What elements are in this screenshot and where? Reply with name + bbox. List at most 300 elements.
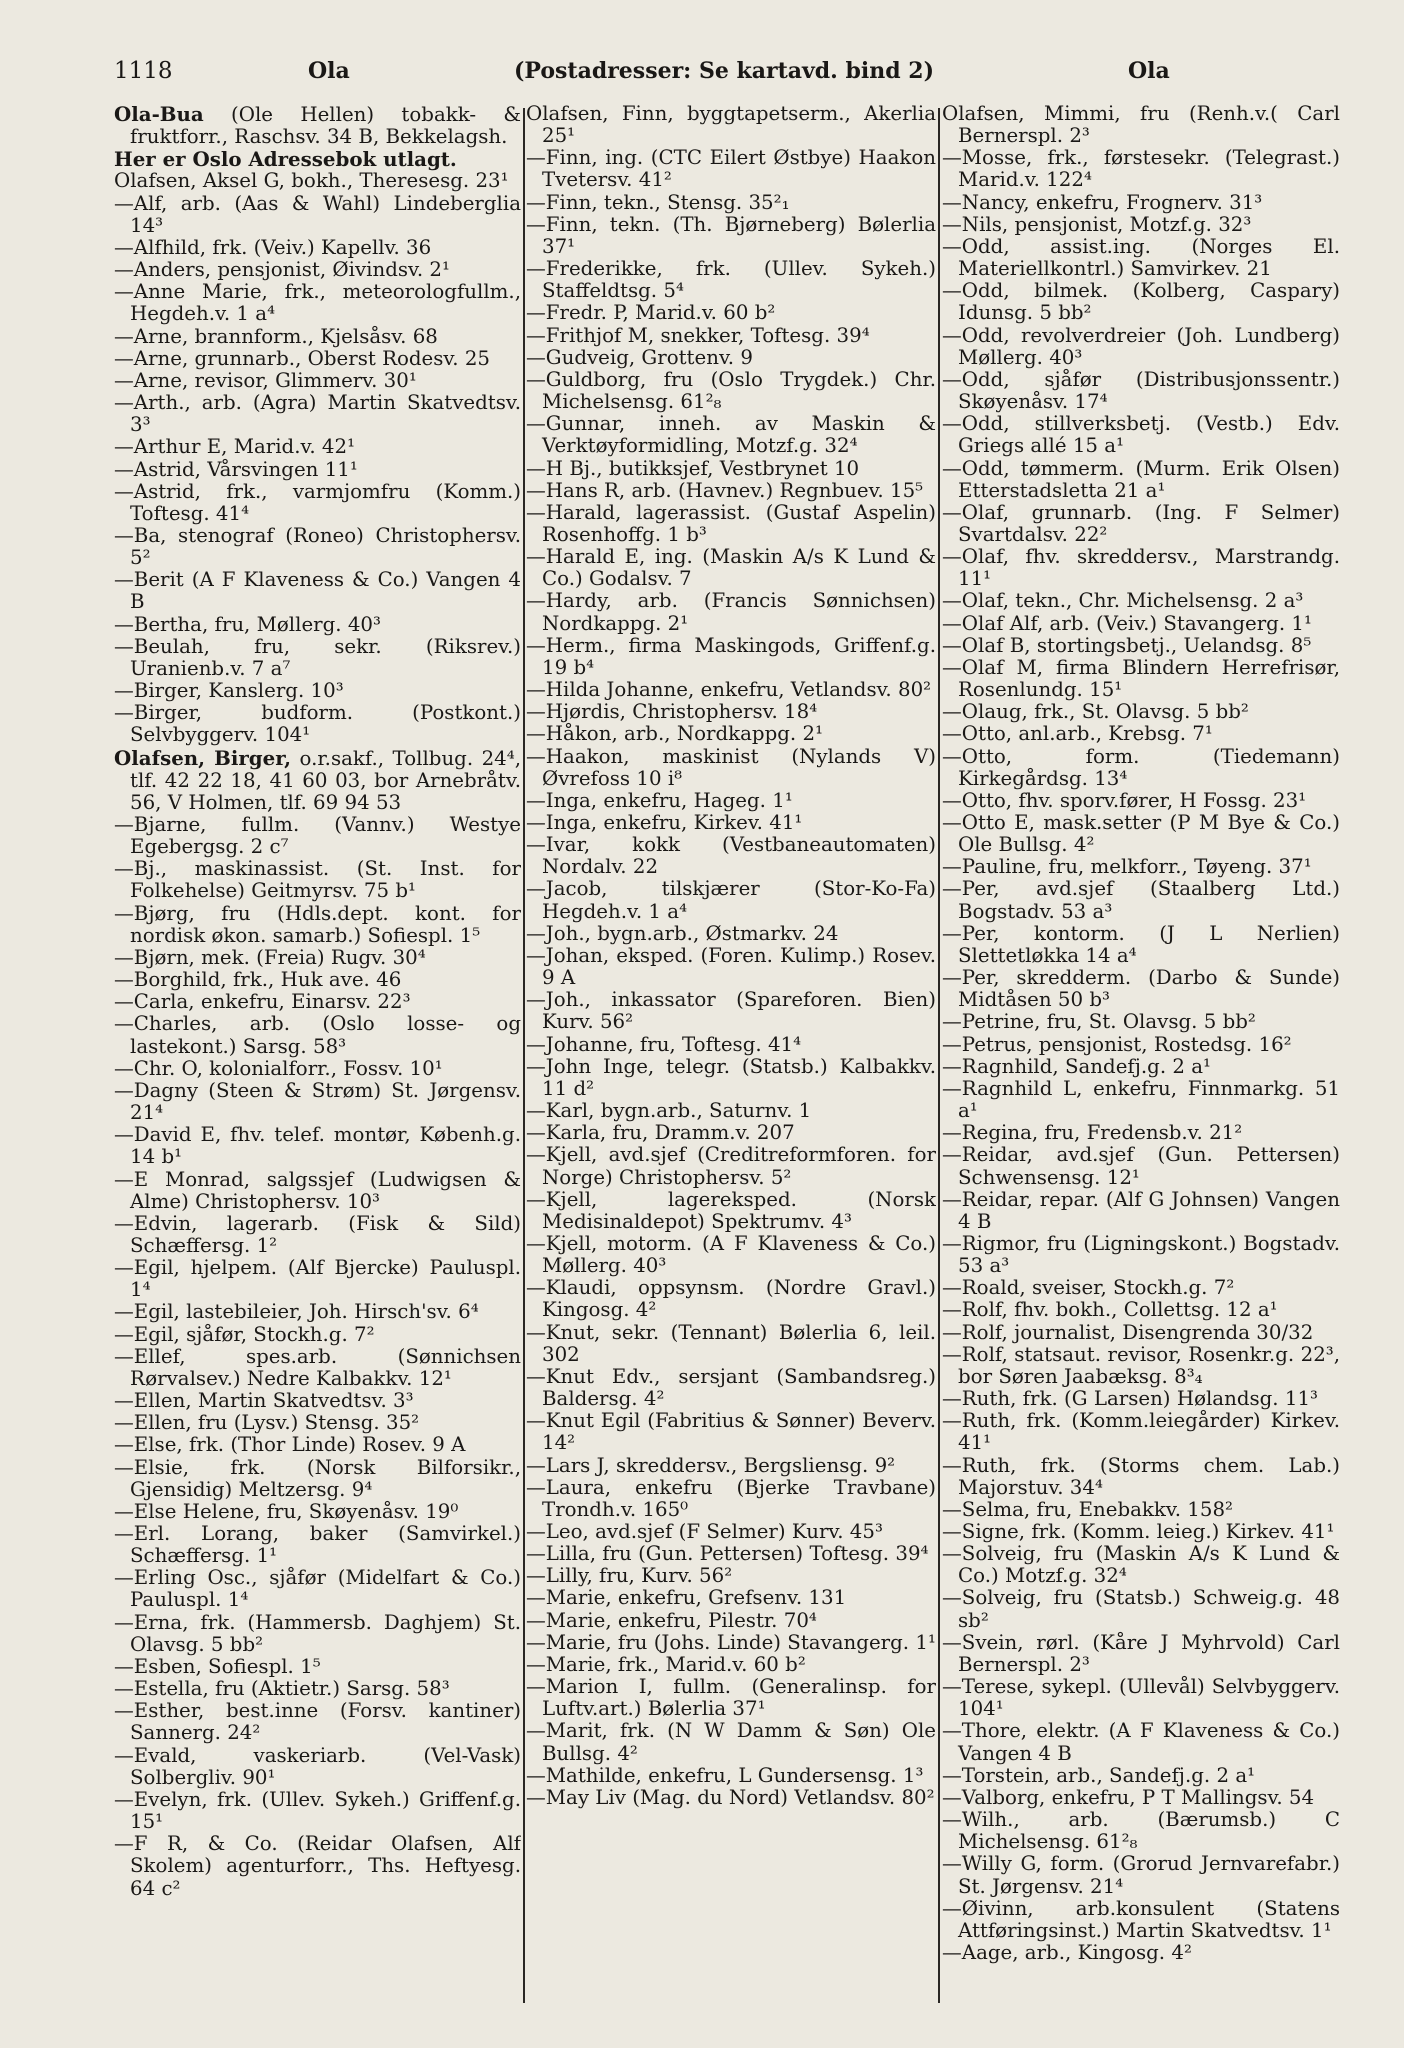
entry-text: —Hans R, arb. (Havnev.) Regnbuev. 15⁵ bbox=[526, 478, 924, 502]
entry-text: —Chr. O, kolonialforr., Fossv. 10¹ bbox=[114, 1056, 443, 1080]
directory-entry bbox=[114, 1169, 521, 1213]
entry-text: —Arne, brannform., Kjelsåsv. 68 bbox=[114, 324, 438, 348]
entry-text: —Øivinn, arb.konsulent (Statens Attføringsinst.) Martin Skatvedtsv. 1¹ bbox=[942, 1896, 1340, 1942]
directory-entry bbox=[114, 370, 521, 392]
entry-headword: Olafsen, Birger, bbox=[114, 745, 292, 770]
directory-entry bbox=[526, 1410, 936, 1454]
directory-entry bbox=[942, 613, 1340, 635]
entry-text: —John Inge, telegr. (Statsb.) Kalbakkv. 11 d² bbox=[526, 1054, 936, 1100]
entry-text: —Alf, arb. (Aas & Wahl) Lindeberglia 14³ bbox=[114, 191, 521, 237]
directory-entry bbox=[526, 1056, 936, 1100]
directory-entry bbox=[114, 702, 521, 746]
entry-text: —Ruth, frk. (Komm.leiegårder) Kirkev. 41¹ bbox=[942, 1409, 1340, 1455]
entry-text: —Olaf Alf, arb. (Veiv.) Stavangerg. 1¹ bbox=[942, 611, 1312, 635]
entry-text: —Evald, vaskeriarb. (Vel-Vask) Solbergliv. 90¹ bbox=[114, 1743, 521, 1789]
directory-entry bbox=[942, 1587, 1340, 1631]
directory-entry bbox=[526, 502, 936, 546]
directory-entry bbox=[942, 1543, 1340, 1587]
directory-entry bbox=[114, 1080, 521, 1124]
directory-entry bbox=[114, 747, 521, 814]
entry-text: —Ruth, frk. (G Larsen) Hølandsg. 11³ bbox=[942, 1387, 1318, 1411]
directory-entry bbox=[526, 1366, 936, 1410]
entry-text: —Finn, ing. (CTC Eilert Østbye) Haakon Tvetersv. 41² bbox=[526, 146, 936, 192]
directory-entry bbox=[526, 1521, 936, 1543]
entry-text: —Pauline, fru, melkforr., Tøyeng. 37¹ bbox=[942, 855, 1312, 879]
entry-headword: Ola-Bua bbox=[114, 103, 204, 126]
directory-entry bbox=[942, 1056, 1340, 1078]
entry-text: —Frithjof M, snekker, Toftesg. 39⁴ bbox=[526, 323, 870, 347]
directory-entry bbox=[114, 1678, 521, 1700]
directory-entry bbox=[942, 790, 1340, 812]
directory-entry bbox=[942, 546, 1340, 590]
directory-entry bbox=[942, 1011, 1340, 1033]
directory-entry bbox=[942, 1299, 1340, 1321]
directory-entry bbox=[526, 1034, 936, 1056]
directory-entry bbox=[114, 1257, 521, 1301]
directory-entry bbox=[526, 679, 936, 701]
entry-text: —Odd, revolverdreier (Joh. Lundberg) Møllerg. 40³ bbox=[942, 323, 1340, 369]
directory-entry bbox=[526, 812, 936, 834]
entry-text: —Regina, fru, Fredensb.v. 21² bbox=[942, 1121, 1243, 1145]
entry-text: —Inga, enkefru, Kirkev. 41¹ bbox=[526, 811, 803, 834]
column-divider bbox=[938, 108, 940, 2003]
entry-text: —H Bj., butikksjef, Vestbrynet 10 bbox=[526, 456, 860, 480]
entry-text: —Selma, fru, Enebakkv. 158² bbox=[942, 1497, 1233, 1521]
directory-entry bbox=[526, 1765, 936, 1787]
entry-text: Olafsen, Aksel G, bokh., Theresesg. 23¹ bbox=[114, 169, 509, 193]
directory-entry bbox=[526, 989, 936, 1033]
directory-entry bbox=[526, 1610, 936, 1632]
directory-entry bbox=[526, 258, 936, 302]
directory-entry bbox=[526, 746, 936, 790]
entry-text: —Alfhild, frk. (Veiv.) Kapellv. 36 bbox=[114, 235, 432, 259]
entry-text: —F R, & Co. (Reidar Olafsen, Alf Skolem) agenturforr., Ths. Heftyesg. 64 c² bbox=[114, 1832, 521, 1900]
directory-entry bbox=[526, 369, 936, 413]
directory-entry bbox=[942, 657, 1340, 701]
entry-text: —Olaf M, firma Blindern Herrefrisør, Rosenlundg. 15¹ bbox=[942, 655, 1340, 702]
entry-text: —Bjørg, fru (Hdls.dept. kont. for nordisk økon. samarb.) Sofiespl. 1⁵ bbox=[114, 901, 521, 947]
entry-text: —Anne Marie, frk., meteorologfullm., Hegdeh.v. 1 a⁴ bbox=[114, 280, 521, 326]
entry-text: —Egil, lastebileier, Joh. Hirsch'sv. 6⁴ bbox=[114, 1300, 479, 1324]
entry-text: —Esben, Sofiespl. 1⁵ bbox=[114, 1654, 321, 1678]
entry-text: —Harald E, ing. (Maskin A/s K Lund & Co.) Godalsv. 7 bbox=[526, 545, 936, 591]
entry-text: —Ba, stenograf (Roneo) Christophersv. 5² bbox=[114, 523, 521, 570]
directory-entry bbox=[114, 636, 521, 680]
entry-text: —Bjarne, fullm. (Vannv.) Westye Egebergsg. 2 c⁷ bbox=[114, 813, 521, 859]
entry-text: —Odd, assist.ing. (Norges El. Materiellkontrl.) Samvirkev. 21 bbox=[942, 234, 1340, 281]
publication-notice: Her er Oslo Adressebok utlagt. bbox=[114, 147, 457, 172]
directory-entry bbox=[114, 193, 521, 237]
directory-entry bbox=[526, 325, 936, 347]
entry-text: —Johan, eksped. (Foren. Kulimp.) Rosev. 9 A bbox=[526, 943, 936, 990]
entry-text: —Hardy, arb. (Francis Sønnichsen) Nordkappg. 2¹ bbox=[526, 589, 936, 635]
directory-entry bbox=[526, 1632, 936, 1654]
entry-text: —Rolf, fhv. bokh., Collettsg. 12 a¹ bbox=[942, 1298, 1278, 1322]
directory-entry bbox=[942, 746, 1340, 790]
entry-text: Olafsen, Finn, byggtapetserm., Akerlia 25¹ bbox=[526, 103, 936, 148]
entry-text: o.r.sakf., Tollbug. 24⁴, tlf. 42 22 18, 41 60 03, bor Arnebråtv. 56, V Holmen, tlf. 69 94 53 bbox=[130, 746, 521, 814]
entry-text: —Finn, tekn. (Th. Bjørneberg) Bølerlia 37¹ bbox=[526, 212, 936, 258]
directory-entry bbox=[114, 1324, 521, 1346]
directory-entry bbox=[942, 1521, 1340, 1543]
directory-entry bbox=[526, 1720, 936, 1764]
entry-text: —Odd, bilmek. (Kolberg, Caspary) Idunsg. 5 bb² bbox=[942, 279, 1340, 325]
entry-text: —Ragnhild, Sandefj.g. 2 a¹ bbox=[942, 1054, 1211, 1078]
directory-entry bbox=[114, 1213, 521, 1257]
entry-text: —Knut Edv., sersjant (Sambandsreg.) Baldersg. 4² bbox=[526, 1364, 936, 1411]
directory-entry bbox=[526, 1654, 936, 1676]
entry-text: —Berit (A F Klaveness & Co.) Vangen 4 B bbox=[114, 568, 521, 614]
directory-entry bbox=[526, 1477, 936, 1521]
entry-text: —Arne, grunnarb., Oberst Rodesv. 25 bbox=[114, 346, 490, 370]
entry-text: —Kjell, lagereksped. (Norsk Medisinaldepot) Spektrumv. 4³ bbox=[526, 1187, 936, 1233]
directory-entry bbox=[114, 1567, 521, 1611]
directory-entry bbox=[114, 1124, 521, 1168]
entry-text: —Klaudi, oppsynsm. (Nordre Gravl.) Kingosg. 4² bbox=[526, 1276, 936, 1322]
entry-text: —Hilda Johanne, enkefru, Vetlandsv. 80² bbox=[526, 678, 932, 702]
directory-entry bbox=[526, 701, 936, 723]
entry-text: —Kjell, motorm. (A F Klaveness & Co.) Møllerg. 40³ bbox=[526, 1231, 936, 1278]
directory-entry bbox=[526, 1676, 936, 1720]
entry-text: —Else, frk. (Thor Linde) Rosev. 9 A bbox=[114, 1433, 466, 1457]
directory-entry bbox=[526, 1587, 936, 1609]
entry-text: —Per, skredderm. (Darbo & Sunde) Midtåsen 50 b³ bbox=[942, 966, 1340, 1012]
entry-text: —Svein, rørl. (Kåre J Myhrvold) Carl Bernerspl. 2³ bbox=[942, 1630, 1340, 1676]
directory-entry bbox=[114, 1058, 521, 1080]
directory-entry bbox=[942, 1189, 1340, 1233]
entry-text: —Arthur E, Marid.v. 42¹ bbox=[114, 435, 355, 459]
entry-text: —Solveig, fru (Statsb.) Schweig.g. 48 sb² bbox=[942, 1586, 1340, 1632]
entry-text: —Evelyn, frk. (Ullev. Sykeh.) Griffenf.g. 15¹ bbox=[114, 1787, 521, 1834]
directory-entry bbox=[526, 147, 936, 191]
entry-text: —Rigmor, fru (Ligningskont.) Bogstadv. 53 a³ bbox=[942, 1231, 1340, 1278]
entry-text: —Else Helene, fru, Skøyenåsv. 19⁰ bbox=[114, 1499, 459, 1523]
directory-entry bbox=[526, 1144, 936, 1188]
entry-text: —Aage, arb., Kingosg. 4² bbox=[942, 1940, 1192, 1964]
directory-entry bbox=[114, 947, 521, 969]
entry-text: —Marit, frk. (N W Damm & Søn) Ole Bullsg. 4² bbox=[526, 1719, 936, 1765]
directory-entry bbox=[114, 814, 521, 858]
directory-entry bbox=[114, 1789, 521, 1833]
entry-text: —Otto, anl.arb., Krebsg. 7¹ bbox=[942, 722, 1213, 746]
entry-text: —Beulah, fru, sekr. (Riksrev.) Uranienb.v. 7 a⁷ bbox=[114, 634, 521, 680]
entry-text: —Egil, sjåfør, Stockh.g. 7² bbox=[114, 1322, 375, 1346]
directory-entry bbox=[114, 1013, 521, 1057]
entry-text: —Knut Egil (Fabritius & Sønner) Beverv. 14² bbox=[526, 1409, 936, 1455]
directory-entry bbox=[526, 103, 936, 147]
directory-entry bbox=[942, 1034, 1340, 1056]
directory-entry bbox=[526, 546, 936, 590]
directory-entry bbox=[114, 259, 521, 281]
directory-entry bbox=[942, 1720, 1340, 1764]
directory-column-2 bbox=[526, 103, 936, 2008]
directory-entry bbox=[526, 413, 936, 457]
entry-text: —Marie, enkefru, Pilestr. 70⁴ bbox=[526, 1608, 817, 1632]
directory-entry bbox=[114, 170, 521, 192]
directory-entry bbox=[114, 1501, 521, 1523]
directory-entry bbox=[526, 1189, 936, 1233]
directory-entry bbox=[526, 1455, 936, 1477]
entry-text: —Birger, Kanslerg. 10³ bbox=[114, 679, 344, 703]
directory-entry bbox=[526, 945, 936, 989]
directory-entry bbox=[526, 923, 936, 945]
directory-entry bbox=[114, 459, 521, 481]
directory-entry bbox=[526, 347, 936, 369]
page-header bbox=[0, 58, 1404, 98]
directory-entry bbox=[114, 392, 521, 436]
entry-text: —Marie, frk., Marid.v. 60 b² bbox=[526, 1652, 806, 1676]
directory-entry bbox=[114, 991, 521, 1013]
entry-text: —Olaf, fhv. skreddersv., Marstrandg. 11¹ bbox=[942, 545, 1340, 591]
directory-entry bbox=[526, 1122, 936, 1144]
entry-text: —Wilh., arb. (Bærumsb.) C Michelsensg. 61²₈ bbox=[942, 1808, 1340, 1854]
directory-entry bbox=[114, 1434, 521, 1456]
directory-entry bbox=[942, 635, 1340, 657]
directory-entry bbox=[114, 348, 521, 370]
directory-entry bbox=[114, 1833, 521, 1899]
entry-text: —Per, kontorm. (J L Nerlien) Slettetløkka 14 a⁴ bbox=[942, 921, 1340, 967]
entry-text: —Lilla, fru (Gun. Pettersen) Toftesg. 39⁴ bbox=[526, 1542, 929, 1566]
entry-text: —Harald, lagerassist. (Gustaf Aspelin) Rosenhoffg. 1 b³ bbox=[526, 500, 936, 546]
left-guide-word: Ola bbox=[308, 58, 350, 84]
entry-text: —Marie, fru (Johs. Linde) Stavangerg. 1¹ bbox=[526, 1630, 936, 1654]
directory-entry bbox=[942, 1277, 1340, 1299]
entry-text: —Ellen, fru (Lysv.) Stensg. 35² bbox=[114, 1411, 420, 1435]
entry-text: —Nancy, enkefru, Frognerv. 31³ bbox=[942, 190, 1263, 214]
directory-entry bbox=[526, 192, 936, 214]
directory-entry bbox=[526, 1277, 936, 1321]
entry-text: —Thore, elektr. (A F Klaveness & Co.) Vangen 4 B bbox=[942, 1719, 1340, 1765]
directory-entry bbox=[942, 1787, 1340, 1809]
entry-text: —Jacob, tilskjærer (Stor-Ko-Fa) Hegdeh.v. 1 a⁴ bbox=[526, 877, 936, 923]
directory-entry bbox=[114, 903, 521, 947]
entry-text: —Reidar, avd.sjef (Gun. Pettersen) Schwensensg. 12¹ bbox=[942, 1143, 1340, 1189]
entry-text: —Astrid, frk., varmjomfru (Komm.) Toftesg. 41⁴ bbox=[114, 479, 521, 525]
directory-entry bbox=[942, 103, 1340, 147]
entry-text: —Ellen, Martin Skatvedtsv. 3³ bbox=[114, 1389, 414, 1413]
entry-text: —Håkon, arb., Nordkappg. 2¹ bbox=[526, 722, 824, 746]
directory-entry bbox=[942, 701, 1340, 723]
entry-text: —Bj., maskinassist. (St. Inst. for Folkehelse) Geitmyrsv. 75 b¹ bbox=[114, 857, 521, 903]
entry-text: —Karla, fru, Dramm.v. 207 bbox=[526, 1121, 795, 1145]
directory-column-1 bbox=[114, 103, 521, 2008]
directory-entry bbox=[942, 1233, 1340, 1277]
directory-entry bbox=[942, 458, 1340, 502]
directory-entry bbox=[526, 790, 936, 812]
directory-entry bbox=[526, 1787, 936, 1809]
directory-entry bbox=[942, 1344, 1340, 1388]
postal-address-note: (Postadresser: Se kartavd. bind 2) bbox=[514, 58, 934, 84]
entry-text: —Erling Osc., sjåfør (Midelfart & Co.) Pauluspl. 1⁴ bbox=[114, 1566, 521, 1612]
directory-entry bbox=[526, 480, 936, 502]
directory-entry bbox=[942, 1765, 1340, 1787]
entry-text: —Petrine, fru, St. Olavsg. 5 bb² bbox=[942, 1010, 1256, 1034]
directory-entry bbox=[114, 1412, 521, 1434]
entry-text: —Gunnar, inneh. av Maskin & Verktøyformidling, Motzf.g. 32⁴ bbox=[526, 412, 936, 458]
right-guide-word: Ola bbox=[1128, 58, 1170, 84]
entry-text: —Mosse, frk., førstesekr. (Telegrast.) Marid.v. 122⁴ bbox=[942, 146, 1340, 192]
entry-text: —Inga, enkefru, Hageg. 1¹ bbox=[526, 788, 793, 812]
entry-text: —Erna, frk. (Hammersb. Daghjem) St. Olavsg. 5 bb² bbox=[114, 1610, 521, 1656]
entry-text: —Bjørn, mek. (Freia) Rugv. 30⁴ bbox=[114, 945, 426, 969]
entry-text: —Odd, sjåfør (Distribusjonssentr.) Skøyenåsv. 17⁴ bbox=[942, 367, 1340, 414]
directory-entry bbox=[114, 858, 521, 902]
entry-text: —Olaf B, stortingsbetj., Uelandsg. 8⁵ bbox=[942, 633, 1312, 657]
entry-text: —Laura, enkefru (Bjerke Travbane) Trondh.v. 165⁰ bbox=[526, 1475, 936, 1521]
directory-entry bbox=[942, 1898, 1340, 1942]
entry-text: —Elsie, frk. (Norsk Bilforsikr., Gjensidig) Meltzersg. 9⁴ bbox=[114, 1455, 521, 1501]
directory-entry bbox=[942, 280, 1340, 324]
entry-text: —Odd, stillverksbetj. (Vestb.) Edv. Griegs allé 15 a¹ bbox=[942, 412, 1340, 458]
directory-entry bbox=[942, 1410, 1340, 1454]
directory-entry bbox=[942, 369, 1340, 413]
entry-text: —Estella, fru (Aktietr.) Sarsg. 58³ bbox=[114, 1677, 450, 1701]
directory-entry bbox=[114, 103, 521, 148]
entry-text: —Herm., firma Maskingods, Griffenf.g. 19 b⁴ bbox=[526, 633, 936, 679]
directory-entry bbox=[114, 1301, 521, 1323]
directory-entry bbox=[942, 1632, 1340, 1676]
directory-entry bbox=[114, 1612, 521, 1656]
entry-text: —Erl. Lorang, baker (Samvirkel.) Schæffersg. 1¹ bbox=[114, 1522, 521, 1568]
directory-entry bbox=[114, 680, 521, 702]
entry-text: —Per, avd.sjef (Staalberg Ltd.) Bogstadv. 53 a³ bbox=[942, 877, 1340, 923]
entry-text: —Joh., inkassator (Spareforen. Bien) Kurv. 56² bbox=[526, 988, 936, 1034]
directory-entry bbox=[114, 1390, 521, 1412]
directory-entry bbox=[114, 1700, 521, 1744]
directory-entry bbox=[942, 923, 1340, 967]
directory-entry bbox=[942, 1388, 1340, 1410]
directory-entry bbox=[942, 1853, 1340, 1897]
directory-entry bbox=[942, 1809, 1340, 1853]
entry-text: —Ellef, spes.arb. (Sønnichsen Rørvalsev.) Nedre Kalbakkv. 12¹ bbox=[114, 1344, 521, 1390]
directory-entry bbox=[114, 237, 521, 259]
directory-entry bbox=[114, 281, 521, 325]
directory-entry bbox=[114, 1523, 521, 1567]
directory-entry bbox=[942, 214, 1340, 236]
entry-text: —Joh., bygn.arb., Østmarkv. 24 bbox=[526, 921, 839, 945]
directory-entry bbox=[942, 1942, 1340, 1964]
column-divider bbox=[523, 108, 525, 2003]
entry-text: —Birger, budform. (Postkont.) Selvbyggerv. 104¹ bbox=[114, 701, 521, 747]
entry-text: —Otto, form. (Tiedemann) Kirkegårdsg. 13⁴ bbox=[942, 744, 1340, 790]
directory-entry bbox=[114, 569, 521, 613]
entry-text: —Johanne, fru, Toftesg. 41⁴ bbox=[526, 1032, 802, 1056]
directory-entry bbox=[942, 1455, 1340, 1499]
entry-text: —Leo, avd.sjef (F Selmer) Kurv. 45³ bbox=[526, 1520, 883, 1543]
entry-text: —Otto E, mask.setter (P M Bye & Co.) Ole Bullsg. 4² bbox=[942, 811, 1340, 857]
directory-entry bbox=[526, 834, 936, 878]
directory-entry bbox=[942, 502, 1340, 546]
entry-text: —Arne, revisor, Glimmerv. 30¹ bbox=[114, 368, 417, 392]
directory-entry bbox=[114, 969, 521, 991]
directory-entry bbox=[114, 1745, 521, 1789]
entry-text: —Rolf, journalist, Disengrenda 30/32 bbox=[942, 1320, 1314, 1344]
entry-text: —Frederikke, frk. (Ullev. Sykeh.) Staffeldtsg. 5⁴ bbox=[526, 257, 936, 303]
entry-text: —Reidar, repar. (Alf G Johnsen) Vangen 4 B bbox=[942, 1187, 1340, 1233]
entry-text: —Olaf, grunnarb. (Ing. F Selmer) Svartdalsv. 22² bbox=[942, 500, 1340, 546]
directory-entry bbox=[114, 1346, 521, 1390]
directory-entry bbox=[942, 1676, 1340, 1720]
entry-text: —Guldborg, fru (Oslo Trygdek.) Chr. Michelsensg. 61²₈ bbox=[526, 367, 936, 414]
entry-text: —Anders, pensjonist, Øivindsv. 2¹ bbox=[114, 258, 450, 282]
directory-entry bbox=[114, 481, 521, 525]
entry-text: —Olaug, frk., St. Olavsg. 5 bb² bbox=[942, 700, 1249, 724]
entry-text: —Carla, enkefru, Einarsv. 22³ bbox=[114, 990, 411, 1014]
entry-text: —Ruth, frk. (Storms chem. Lab.) Majorstuv. 34⁴ bbox=[942, 1453, 1340, 1499]
entry-text: —Hjørdis, Christophersv. 18⁴ bbox=[526, 700, 818, 724]
entry-text: —Esther, best.inne (Forsv. kantiner) Sannerg. 24² bbox=[114, 1699, 521, 1745]
entry-text: —Bertha, fru, Møllerg. 40³ bbox=[114, 612, 381, 636]
entry-text: —Nils, pensjonist, Motzf.g. 32³ bbox=[942, 212, 1252, 236]
entry-text: —Dagny (Steen & Strøm) St. Jørgensv. 21⁴ bbox=[114, 1078, 521, 1125]
directory-entry bbox=[114, 1457, 521, 1501]
entry-text: —Terese, sykepl. (Ullevål) Selvbyggerv. 104¹ bbox=[942, 1675, 1340, 1721]
directory-entry bbox=[114, 1656, 521, 1678]
entry-text: —Egil, hjelpem. (Alf Bjercke) Pauluspl. 1⁴ bbox=[114, 1256, 521, 1302]
directory-entry bbox=[942, 590, 1340, 612]
directory-entry bbox=[942, 192, 1340, 214]
entry-text: —Gudveig, Grottenv. 9 bbox=[526, 345, 753, 369]
directory-entry bbox=[942, 413, 1340, 457]
entry-text: —Olaf, tekn., Chr. Michelsensg. 2 a³ bbox=[942, 589, 1304, 613]
entry-text: —Fredr. P, Marid.v. 60 b² bbox=[526, 301, 776, 325]
directory-entry bbox=[526, 1100, 936, 1122]
entry-text: —Astrid, Vårsvingen 11¹ bbox=[114, 457, 358, 481]
directory-entry bbox=[526, 878, 936, 922]
entry-text: —Otto, fhv. sporv.fører, H Fossg. 23¹ bbox=[942, 788, 1307, 812]
entry-text: —Valborg, enkefru, P T Mallingsv. 54 bbox=[942, 1785, 1315, 1809]
directory-entry bbox=[942, 878, 1340, 922]
directory-entry bbox=[526, 458, 936, 480]
directory-entry bbox=[942, 1499, 1340, 1521]
directory-entry bbox=[526, 590, 936, 634]
entry-text: —Lilly, fru, Kurv. 56² bbox=[526, 1564, 733, 1588]
directory-entry bbox=[942, 856, 1340, 878]
directory-entry bbox=[942, 967, 1340, 1011]
entry-text: —Willy G, form. (Grorud Jernvarefabr.) St. Jørgensv. 21⁴ bbox=[942, 1852, 1340, 1898]
entry-text: —Torstein, arb., Sandefj.g. 2 a¹ bbox=[942, 1763, 1256, 1787]
directory-entry bbox=[114, 436, 521, 458]
entry-text: —Petrus, pensjonist, Rostedsg. 16² bbox=[942, 1032, 1292, 1056]
entry-text: —Rolf, statsaut. revisor, Rosenkr.g. 22³, bor Søren Jaabæksg. 8³₄ bbox=[942, 1342, 1340, 1388]
entry-text: —Edvin, lagerarb. (Fisk & Sild) Schæffersg. 1² bbox=[114, 1211, 521, 1257]
entry-text: —Haakon, maskinist (Nylands V) Øvrefoss 10 i⁸ bbox=[526, 744, 936, 790]
directory-entry bbox=[942, 723, 1340, 745]
entry-text: —Borghild, frk., Huk ave. 46 bbox=[114, 968, 402, 992]
entry-text: —E Monrad, salgssjef (Ludwigsen & Alme) Christophersv. 10³ bbox=[114, 1167, 521, 1213]
directory-entry bbox=[526, 214, 936, 258]
directory-entry bbox=[526, 723, 936, 745]
directory-entry bbox=[942, 325, 1340, 369]
directory-entry bbox=[114, 614, 521, 636]
directory-entry bbox=[526, 1322, 936, 1366]
entry-text: —Kjell, avd.sjef (Creditreformforen. for Norge) Christophersv. 5² bbox=[526, 1143, 936, 1189]
directory-entry bbox=[942, 812, 1340, 856]
directory-entry bbox=[526, 302, 936, 324]
directory-entry bbox=[526, 1543, 936, 1565]
entry-text: —Marie, enkefru, Grefsenv. 131 bbox=[526, 1586, 847, 1610]
directory-entry bbox=[526, 1565, 936, 1587]
directory-entry bbox=[942, 1078, 1340, 1122]
entry-text: —Ivar, kokk (Vestbaneautomaten) Nordalv. 22 bbox=[526, 833, 936, 879]
entry-text: —Karl, bygn.arb., Saturnv. 1 bbox=[526, 1099, 812, 1123]
entry-text: —Marion I, fullm. (Generalinsp. for Luftv.art.) Bølerlia 37¹ bbox=[526, 1675, 936, 1721]
entry-text: —Charles, arb. (Oslo losse- og lastekont.) Sarsg. 58³ bbox=[114, 1012, 521, 1058]
page-number: 1118 bbox=[114, 58, 173, 84]
entry-text: —Ragnhild L, enkefru, Finnmarkg. 51 a¹ bbox=[942, 1076, 1340, 1123]
entry-text: —Roald, sveiser, Stockh.g. 7² bbox=[942, 1276, 1235, 1300]
directory-entry bbox=[942, 1122, 1340, 1144]
